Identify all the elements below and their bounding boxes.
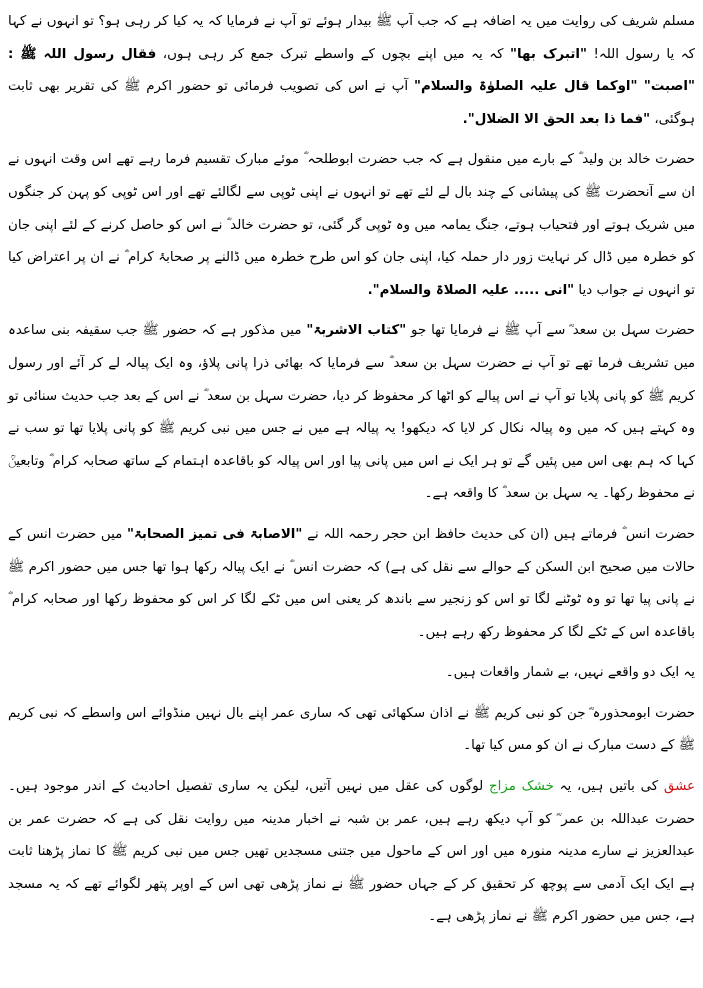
arabic-quote: "فما ذا بعد الحق الا الضلال". bbox=[462, 111, 651, 127]
paragraph-text: آپ نے اس کی تصویب فرمائی تو حضور اکرم ﷺ کی تقریر بھی ثابت ہوگئی، bbox=[8, 79, 695, 127]
paragraph-anas bbox=[8, 519, 695, 649]
paragraph-khalid-bin-walid bbox=[8, 144, 695, 307]
paragraph-muslim-narration bbox=[8, 6, 695, 136]
highlight-khushk-mizaj: خشک مزاج bbox=[489, 779, 554, 795]
book-title: "کتاب الاشربۃ" bbox=[306, 323, 407, 339]
paragraph-text: میں مذکور ہے کہ حضور ﷺ جب سقیفہ بنی ساعدہ میں تشریف فرما تھے تو آپ نے حضرت سہل بن سعد ؓ سے فرمایا کہ بھائی ذرا پانی پلاؤ، وہ ایک پیالہ لے کر آئے اور رسول کریم ﷺ کو پانی پلایا تو آپ نے اس پیالے کو اٹھا کر محفوظ کر دیا، حضرت سہل بن سعد ؓ نے اس کے بعد جب حدیث سنائی تو وہ کہتے ہیں کہ میں وہ پیالہ نکال کر لایا کہ دیکھو! یہ پیالہ ہے میں نے جس میں نبی کریم ﷺ کو پانی پلایا تھا تو سب نے کہا کہ ہم بھی اس میں پئیں گے تو ہر ایک نے اس میں پانی پیا اور اس پیالہ کو باقاعدہ اہتمام کے ساتھ صحابہ کرام ؓ وتابعینؒ نے محفوظ رکھا۔ یہ سہل بن سعد ؓ کا واقعہ ہے۔ bbox=[8, 323, 695, 502]
paragraph-text: مسلم شریف کی روایت میں یہ اضافہ ہے کہ جب آپ ﷺ بیدار ہوئے تو آپ نے فرمایا کہ یہ کیا کر رہی ہو؟ تو انہوں نے کہا کہ یا رسول اللہ! bbox=[8, 14, 695, 62]
paragraph-text: حضرت سہل بن سعد ؓ سے آپ ﷺ نے فرمایا تھا جو bbox=[406, 323, 695, 339]
paragraph-text: یہ ایک دو واقعے نہیں، بے شمار واقعات ہیں۔ bbox=[445, 665, 695, 681]
paragraph-text: میں حضرت انس کے حالات میں صحیح ابن السکن کے حوالے سے نقل کی ہے) کہ حضرت انس ؓ نے ایک پیالہ رکھا ہوا تھا جس میں حضور اکرم ﷺ نے پانی پیا تھا تو وہ ٹوٹنے لگا تو اس کو زنجیر سے باندھ کر یعنی اس میں ٹکے لگا کر اس کو محفوظ رکھا اور صحابہ کرام ؓ باقاعدہ اس کے ٹکے لگا کر محفوظ رکھ رہے ہیں۔ bbox=[8, 526, 695, 640]
book-title: "الاصابۃ فی تمیز الصحابۃ" bbox=[127, 526, 303, 542]
paragraph-text: حضرت ابومحذورہ ؓ جن کو نبی کریم ﷺ نے اذان سکھائی تھی کہ ساری عمر اپنے بال نہیں منڈوائے اس واسطے کہ نبی کریم ﷺ کے دست مبارک نے ان کو مس کیا تھا۔ bbox=[8, 705, 695, 754]
paragraph-text: حضرت خالد بن ولید ؓ کے بارے میں منقول ہے کہ جب حضرت ابوطلحہ ؓ موئے مبارک تقسیم فرما رہے تھے اس وقت انہوں نے ان سے آنحضرت ﷺ کی پیشانی کے چند بال لے لئے تھے تو انہوں نے اپنی ٹوپی سے لگالئے تھے اور اس ٹوپی کو پہن کر جنگوں میں شریک ہوتے اور فتحیاب ہوتے، جنگ یمامہ میں وہ ٹوپی گر گئی، تو حضرت خالد ؓ نے اس کو حاصل کرنے کے لئے اپنی جان کو خطرہ میں ڈال کر نہایت زور دار حملہ کیا، اپنی جان کو اس طرح خطرہ میں ڈالنے پر صحابۂ کرام ؓ نے ان پر اعتراض کیا تو انہوں نے جواب دیا bbox=[8, 152, 695, 298]
paragraph-text: حضرت انس ؓ فرماتے ہیں (ان کی حدیث حافظ ابن حجر رحمہ اللہ نے bbox=[302, 526, 695, 542]
paragraph-text: کہ یہ میں اپنے بچوں کے واسطے تبرک جمع کر رہی ہوں، bbox=[156, 46, 511, 62]
arabic-quote: "اتبرک بھا" bbox=[510, 46, 587, 62]
paragraph-sahl-bin-saad bbox=[8, 315, 695, 511]
arabic-quote: "انی ..... علیہ الصلاۃ والسلام". bbox=[367, 282, 575, 298]
paragraph-abu-mahzoora bbox=[8, 698, 695, 763]
paragraph-ishq bbox=[8, 771, 695, 934]
paragraph-text: کی باتیں ہیں، یہ bbox=[553, 779, 664, 795]
paragraph-text: لوگوں کی عقل میں نہیں آتیں، لیکن یہ ساری تفصیل احادیث کے اندر موجود ہیں۔ حضرت عبداللہ بن عمر ؓ کو آپ دیکھ رہے ہیں، عمر بن شبہ نے اخبار مدینہ میں روایت نقل کی ہے کہ حضرت عمر بن عبدالعزیز نے سارے مدینہ منورہ میں اور اس کے ماحول میں جتنی مسجدیں تھیں جس میں نبی کریم ﷺ کا نماز پڑھنا ثابت ہے ایک ایک آدمی سے پوچھ کر تحقیق کر کے جہاں حضور ﷺ نے نماز پڑھی تھی اس کے اوپر پتھر لگوائے تھے کہ یہ مسجد ہے، جس میں حضور اکرم ﷺ نے نماز پڑھی ہے۔ bbox=[8, 779, 695, 925]
paragraph-countless-events bbox=[8, 657, 695, 690]
highlight-ishq: عشق bbox=[663, 779, 696, 795]
arabic-quote: فقال رسول اللہ ﷺ : "اصبت" "اوکما قال علیہ الصلوٰۃ والسلام" bbox=[8, 46, 695, 95]
